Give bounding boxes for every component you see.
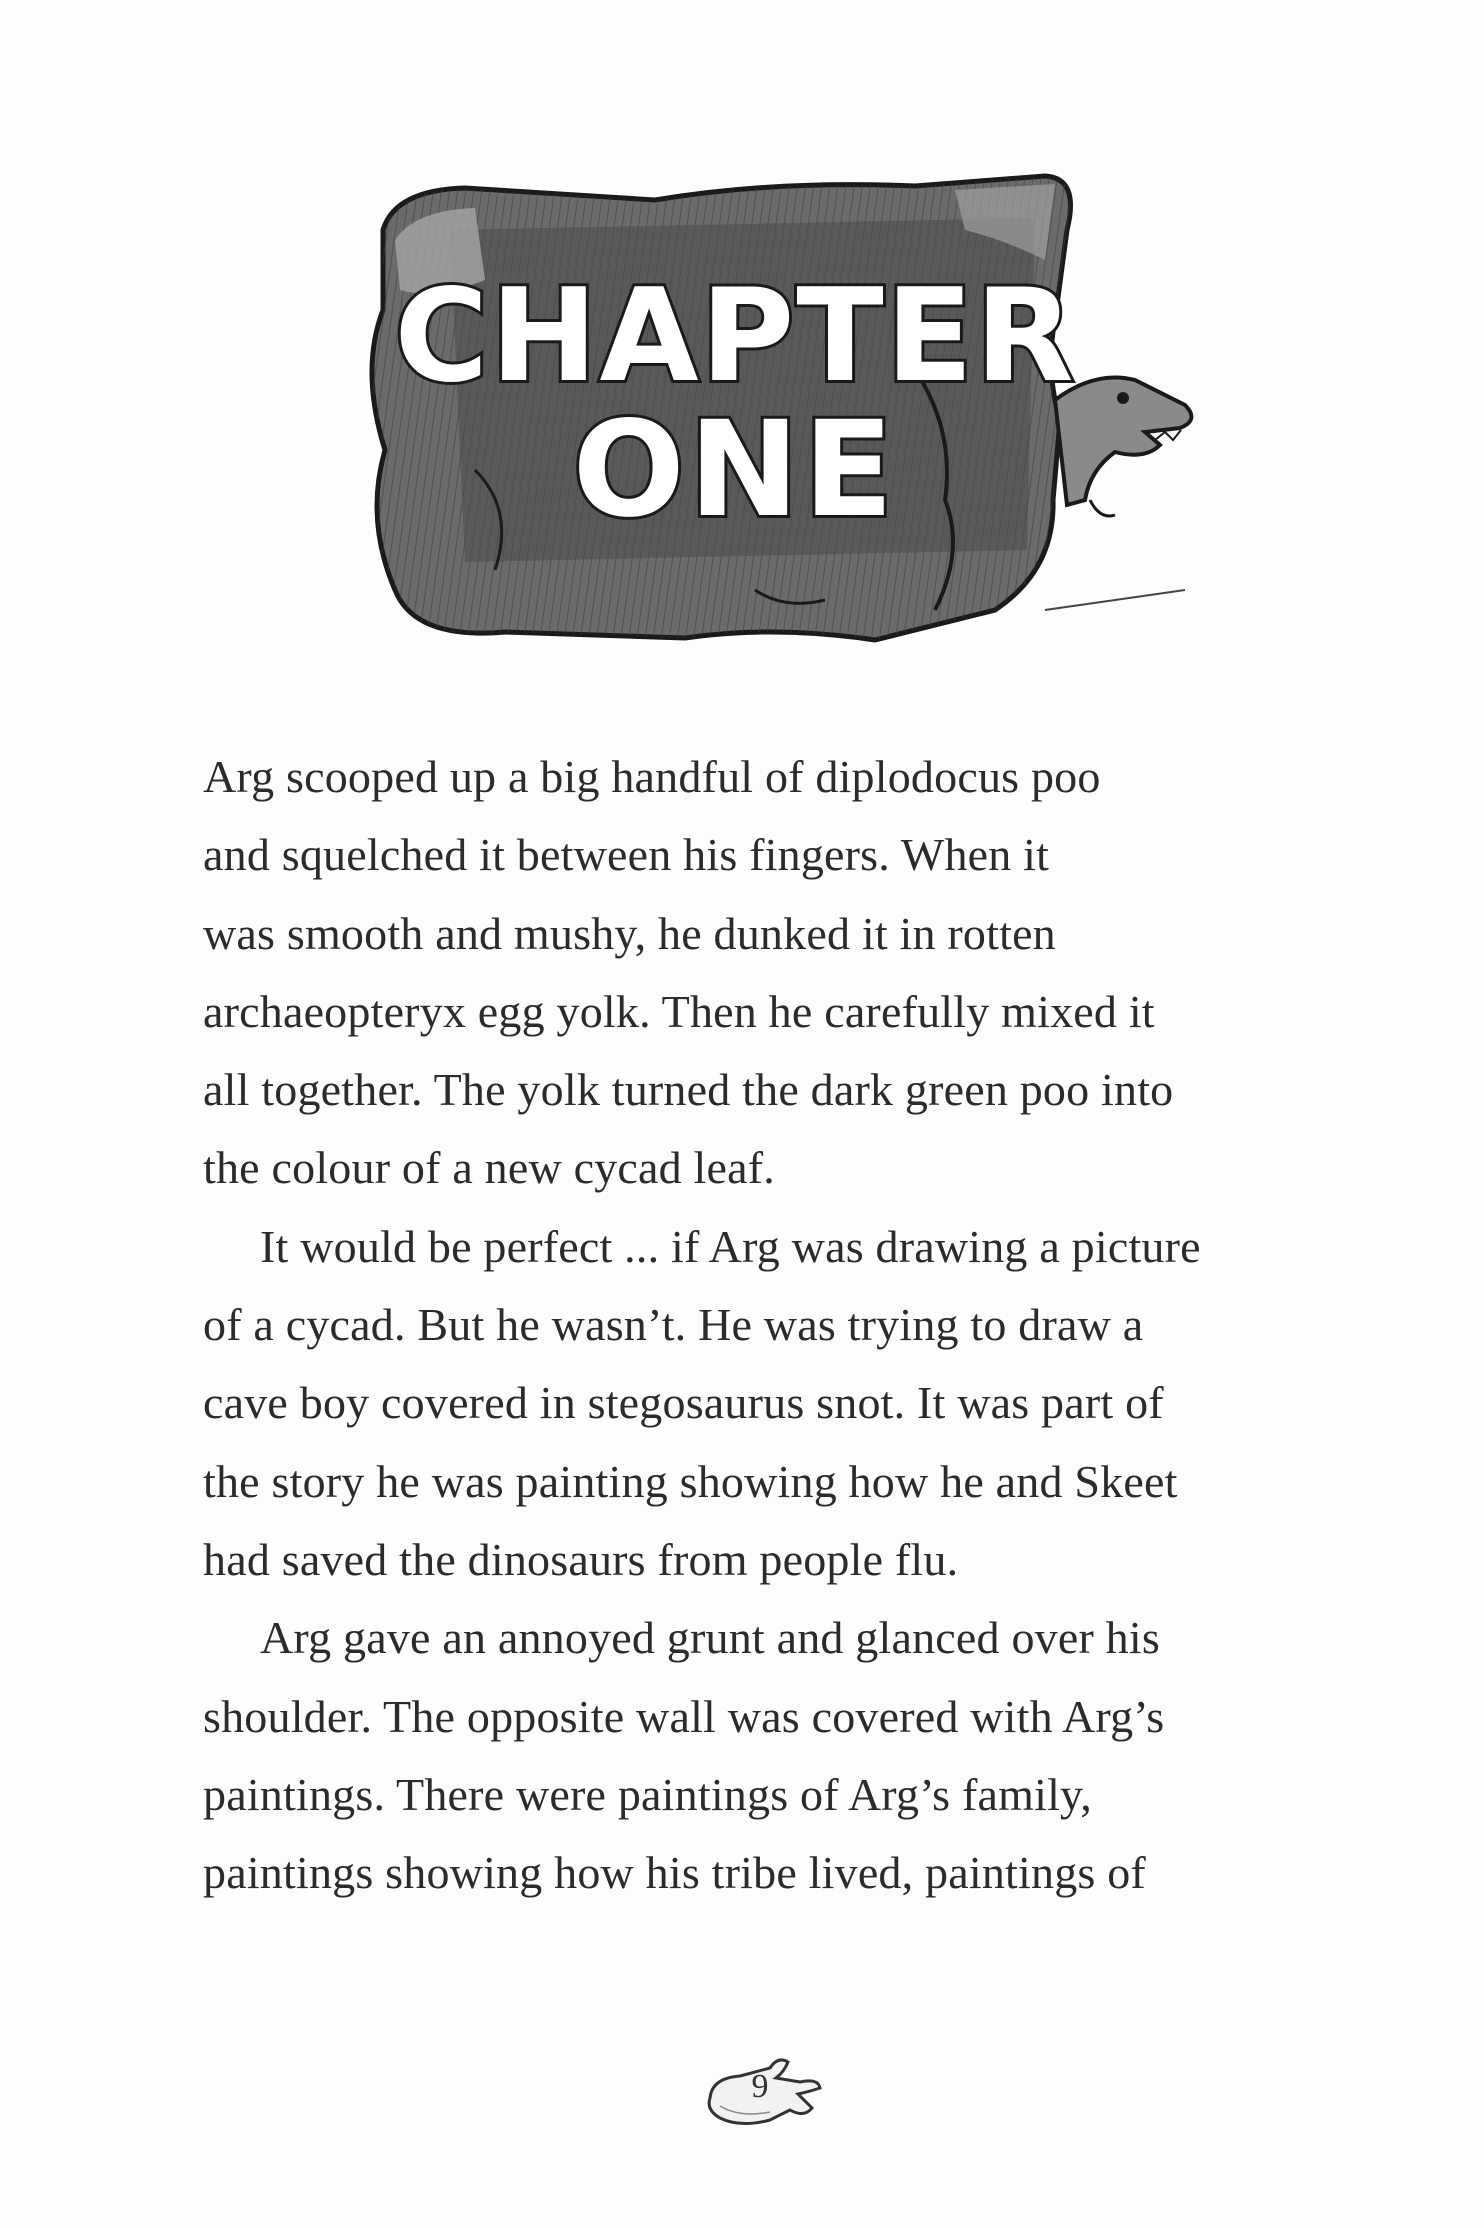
page-number: 9	[751, 2068, 769, 2105]
text-line: Arg scooped up a big handful of diplodocus poo	[203, 751, 1101, 802]
text-line: It would be perfect ... if Arg was drawing a picture	[260, 1220, 1201, 1272]
chapter-number: ONE	[572, 393, 898, 547]
text-line: of a cycad. But he wasn’t. He was trying to draw a	[203, 1299, 1144, 1351]
chapter-body	[203, 738, 1293, 1912]
text-line: the story he was painting showing how he and Skeet	[203, 1455, 1178, 1507]
text-line: had saved the dinosaurs from people flu.	[203, 1533, 959, 1585]
text-line: paintings. There were paintings of Arg’s family,	[203, 1768, 1092, 1820]
stone-tablet-illustration	[355, 170, 1195, 650]
text-line: and squelched it between his fingers. When it	[203, 829, 1050, 881]
page-footer	[700, 2048, 830, 2138]
text-line: Arg gave an annoyed grunt and glanced over his	[260, 1612, 1160, 1664]
dinosaur-icon	[1045, 378, 1191, 611]
chapter-title: CHAPTER	[394, 262, 1076, 411]
chapter-heading	[355, 170, 1195, 650]
text-line: the colour of a new cycad leaf.	[203, 1142, 775, 1194]
text-line: shoulder. The opposite wall was covered with Arg’s	[203, 1690, 1165, 1742]
text-line: cave boy covered in stegosaurus snot. It was part of	[203, 1377, 1164, 1429]
text-line: paintings showing how his tribe lived, paintings of	[203, 1847, 1146, 1899]
text-line: was smooth and mushy, he dunked it in rotten	[203, 907, 1056, 959]
text-line: all together. The yolk turned the dark green poo into	[203, 1064, 1174, 1116]
text-line: archaeopteryx egg yolk. Then he carefully mixed it	[203, 985, 1155, 1037]
